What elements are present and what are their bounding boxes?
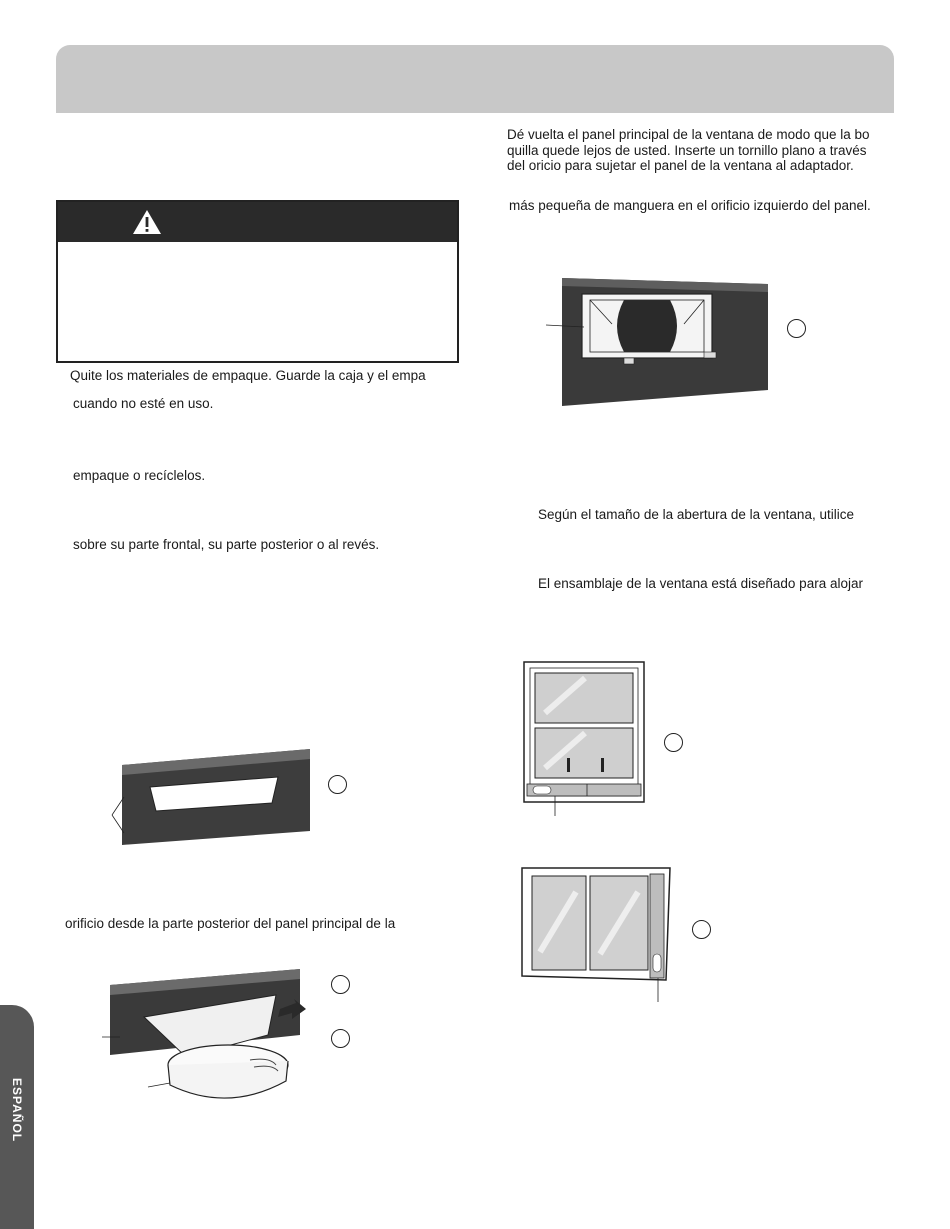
callout-circle	[331, 975, 350, 994]
hose-adapter-illustration	[100, 965, 320, 1105]
callout-circle	[664, 733, 683, 752]
callout-circle	[328, 775, 347, 794]
paragraph-turn-panel-line1: Dé vuelta el panel principal de la ventana de modo que la bo	[507, 127, 870, 142]
paragraph-hole-back: orificio desde la parte posterior del panel principal de la	[65, 916, 396, 931]
warning-header	[58, 202, 457, 242]
paragraph-turn-panel-line2: quilla quede lejos de usted. Inserte un tornillo plano a través	[507, 143, 867, 158]
language-label: ESPAÑOL	[10, 1078, 24, 1143]
section-header-bar	[56, 45, 894, 113]
paragraph-orientation: sobre su parte frontal, su parte posterior o al revés.	[73, 537, 380, 552]
vertical-window-illustration	[515, 658, 655, 818]
panel-slot-illustration	[110, 745, 320, 855]
paragraph-not-in-use: cuando no esté en uso.	[73, 396, 214, 411]
paragraph-window-size: Según el tamaño de la abertura de la ventana, utilice	[538, 507, 854, 522]
paragraph-recycle: empaque o recíclelos.	[73, 468, 206, 483]
paragraph-remove-packaging: Quite los materiales de empaque. Guarde la caja y el empa	[70, 368, 426, 383]
panel-adapter-illustration	[540, 272, 800, 412]
paragraph-turn-panel-line3: del oricio para sujetar el panel de la ventana al adaptador.	[507, 158, 854, 173]
sliding-window-illustration	[518, 862, 678, 1007]
paragraph-window-assembly: El ensamblaje de la ventana está diseñado para alojar	[538, 576, 863, 591]
paragraph-small-hose: más pequeña de manguera en el orificio izquierdo del panel.	[509, 198, 871, 213]
warning-box	[56, 200, 459, 363]
warning-triangle-icon	[132, 209, 162, 235]
callout-circle	[331, 1029, 350, 1048]
callout-circle	[692, 920, 711, 939]
callout-circle	[787, 319, 806, 338]
